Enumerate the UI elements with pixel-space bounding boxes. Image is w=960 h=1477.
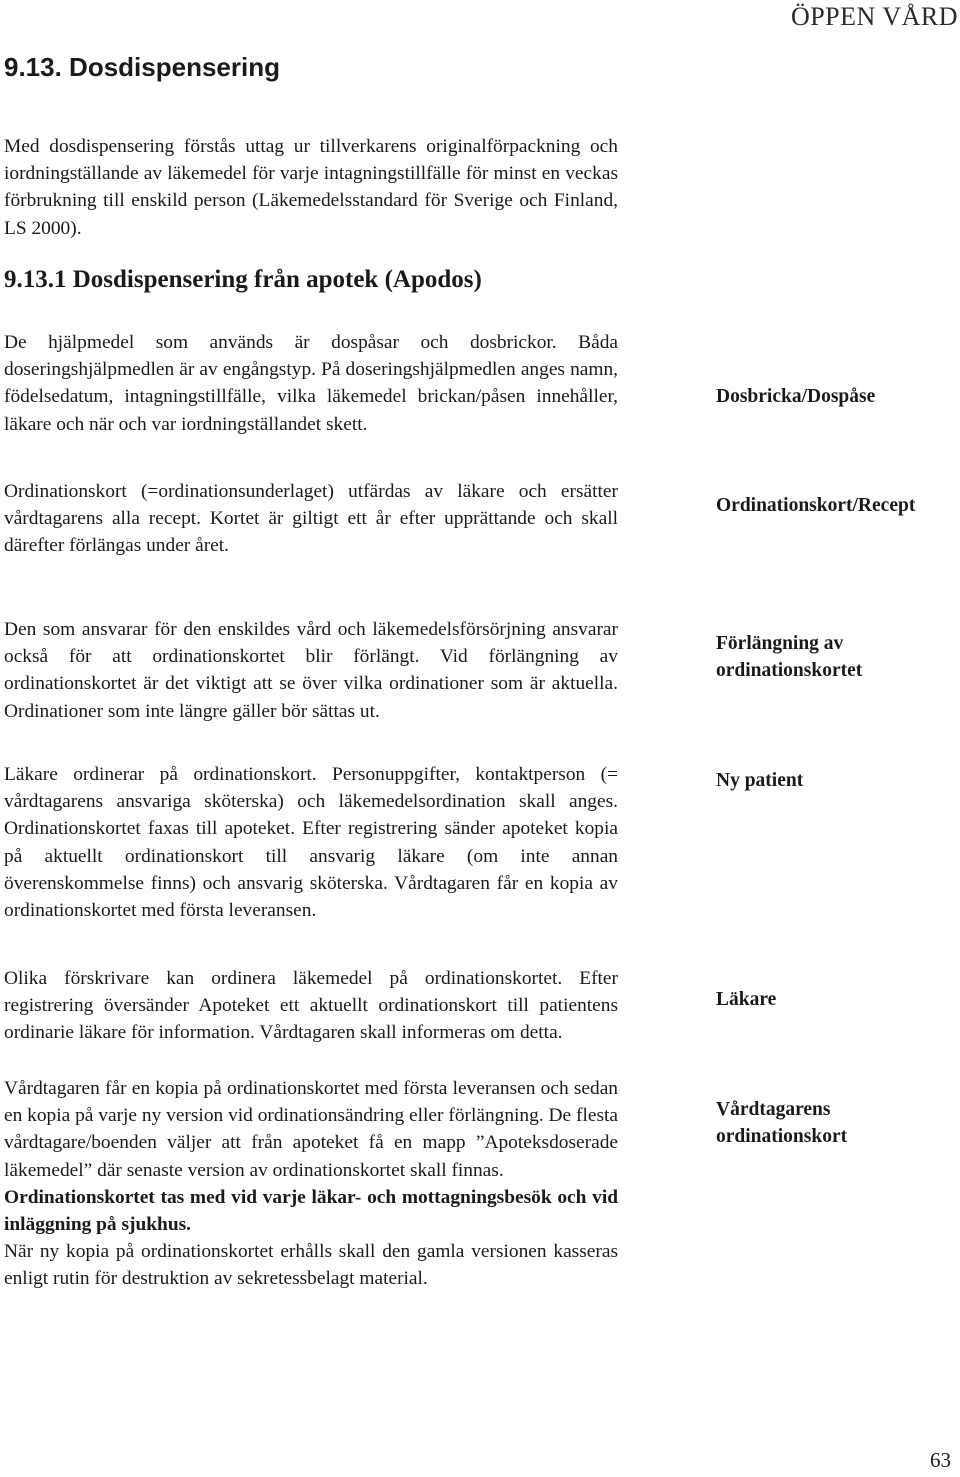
block-vardtagarens-after-text: När ny kopia på ordinationskortet erhålls skall den gamla versionen kasseras enligt rutin för destruktion av sekretessbelagt material. xyxy=(4,1241,618,1290)
block-ny-patient-text: Läkare ordinerar på ordinationskort. Personuppgifter, kontaktperson (= vårdtagarens ansvariga sköterska) och läkemedelsordination skall anges. Ordinationskortet faxas till apoteket. Efter registrering sänder apoteket kopia på aktuellt ordinationskort till ansvarig läkare (om inte annan överenskommelse finns) och ansvarig sköterska. Vårdtagaren får en kopia av ordinationskortet med första leveransen. xyxy=(4,764,618,922)
block-vardtagarens-text-group xyxy=(4,1075,618,1293)
document-header-mark: ÖPPEN VÅRD xyxy=(790,2,958,31)
page-number: 63 xyxy=(930,1448,951,1472)
block-lakare-label: Läkare xyxy=(716,989,777,1010)
block-ny-patient-label: Ny patient xyxy=(716,770,804,791)
block-ordinationskort-label: Ordinationskort/Recept xyxy=(716,495,916,516)
block-dosbricka-label: Dosbricka/Dospåse xyxy=(716,386,876,407)
section-intro-paragraph: Med dosdispensering förstås uttag ur tillverkarens originalförpackning och iordningställande av läkemedel för varje intagningstillfälle för minst en veckas förbrukning till enskild person (Läkemedelsstandard för Sverige och Finland, LS 2000). xyxy=(4,136,618,239)
block-forlangning-label: Förlängning av ordinationskortet xyxy=(716,633,863,681)
block-lakare-text: Olika förskrivare kan ordinera läkemedel på ordinationskortet. Efter registrering översänder Apoteket ett aktuellt ordinationskort till patientens ordinarie läkare för information. Vårdtagaren skall informeras om detta. xyxy=(4,968,618,1044)
block-vardtagarens-text: Vårdtagaren får en kopia på ordinationskortet med första leveransen och sedan en kopia på varje ny version vid ordinationsändring eller förlängning. De flesta vårdtagare/boenden väljer att från apoteket få en mapp ”Apoteksdoserade läkemedel” där senaste version av ordinationskortet skall finnas. xyxy=(4,1078,618,1181)
block-forlangning-text: Den som ansvarar för den enskildes vård och läkemedelsförsörjning ansvarar också för att ordinationskortet blir förlängt. Vid förlängning av ordinationskortet är det viktigt att se över vilka ordinationer som är aktuella. Ordinationer som inte längre gäller bör sättas ut. xyxy=(4,619,618,722)
section-title: 9.13. Dosdispensering xyxy=(4,52,280,82)
subsection-title: 9.13.1 Dosdispensering från apotek (Apodos) xyxy=(4,266,482,293)
block-dosbricka-text: De hjälpmedel som används är dospåsar och dosbrickor. Båda doseringshjälpmedlen är av engångstyp. På doseringshjälpmedlen anges namn, födelsedatum, intagningstillfälle, vilka läkemedel brickan/påsen innehåller, läkare och när och var iordningställandet skett. xyxy=(4,332,618,435)
block-vardtagarens-label: Vårdtagarens ordinationskort xyxy=(716,1099,848,1147)
block-vardtagarens-bold-text: Ordinationskortet tas med vid varje läkar- och mottagningsbesök och vid inläggning på sjukhus. xyxy=(4,1186,618,1236)
block-ordinationskort-text: Ordinationskort (=ordinationsunderlaget) utfärdas av läkare och ersätter vårdtagarens alla recept. Kortet är giltigt ett år efter upprättande och skall därefter förlängas under året. xyxy=(4,481,618,557)
